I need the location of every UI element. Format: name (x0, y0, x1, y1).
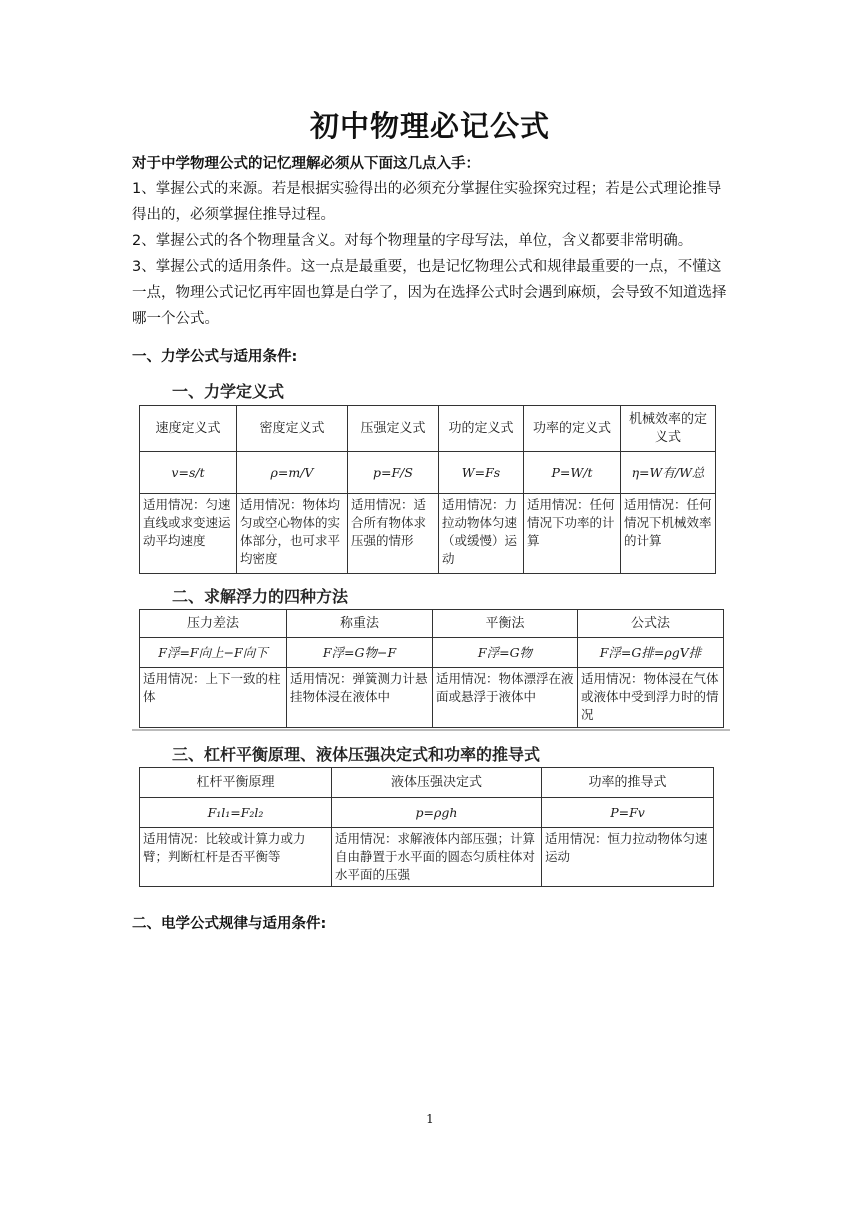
table2-header: 称重法 (287, 610, 433, 638)
table1-header: 压强定义式 (348, 406, 439, 452)
page-title: 初中物理必记公式 (309, 109, 550, 143)
table3-note: 适用情况：恒力拉动物体匀速运动 (542, 828, 714, 887)
table1-note: 适用情况：任何情况下机械效率的计算 (621, 494, 716, 574)
table2-note: 适用情况：物体浸在气体或液体中受到浮力时的情况 (578, 668, 724, 728)
table1-note: 适用情况：物体均匀或空心物体的实体部分，也可求平均密度 (237, 494, 348, 574)
buoyancy-method-table (139, 609, 724, 728)
table1-formula: η=W有/W总 (621, 452, 716, 494)
table3-header: 功率的推导式 (542, 768, 714, 798)
paragraph-1: 1、掌握公式的来源。若是根据实验得出的必须充分掌握住实验探究过程；若是公式理论推导得出的，必须掌握住推导过程。 (132, 181, 722, 223)
table2-formula: F浮=G物 (433, 638, 578, 668)
section-heading-electricity: 二、电学公式规律与适用条件: (132, 916, 327, 932)
mechanics-definition-table (139, 405, 716, 574)
table2-header: 压力差法 (140, 610, 287, 638)
table1-heading: 一、力学定义式 (172, 382, 285, 401)
table3-formula: p=ρgh (332, 798, 542, 828)
table2-formula: F浮=F向上−F向下 (140, 638, 287, 668)
table2-formula: F浮=G物−F (287, 638, 433, 668)
table1-formula: v=s/t (140, 452, 237, 494)
paragraph-2: 2、掌握公式的各个物理量含义。对每个物理量的字母写法，单位，含义都要非常明确。 (132, 233, 693, 249)
table2-note: 适用情况：弹簧测力计悬挂物体浸在液体中 (287, 668, 433, 728)
table1-header: 速度定义式 (140, 406, 237, 452)
table1-formula: ρ=m/V (237, 452, 348, 494)
table3-note: 适用情况：比较或计算力或力臂；判断杠杆是否平衡等 (140, 828, 332, 887)
table2-header: 平衡法 (433, 610, 578, 638)
table1-formula: p=F/S (348, 452, 439, 494)
page-number: 1 (426, 1112, 434, 1126)
table3-heading: 三、杠杆平衡原理、液体压强决定式和功率的推导式 (172, 745, 541, 764)
table2-formula: F浮=G排=ρgV排 (578, 638, 724, 668)
table2-note: 适用情况：物体漂浮在液面或悬浮于液体中 (433, 668, 578, 728)
table2-header: 公式法 (578, 610, 724, 638)
paragraph-3: 3、掌握公式的适用条件。这一点是最重要，也是记忆物理公式和规律最重要的一点，不懂这一点，物理公式记忆再牢固也算是白学了，因为在选择公式时会遇到麻烦，会导致不知道选择哪一个公式。 (132, 259, 727, 327)
table3-formula: P=Fv (542, 798, 714, 828)
table3-header: 液体压强决定式 (332, 768, 542, 798)
table1-note: 适用情况：任何情况下功率的计算 (524, 494, 621, 574)
table1-note: 适用情况：力拉动物体匀速（或缓慢）运动 (439, 494, 524, 574)
table1-header: 功的定义式 (439, 406, 524, 452)
table1-header: 机械效率的定义式 (621, 406, 716, 452)
table3-note: 适用情况：求解液体内部压强；计算自由静置于水平面的圆态匀质柱体对水平面的压强 (332, 828, 542, 887)
section-heading-mechanics: 一、力学公式与适用条件: (132, 349, 298, 365)
table1-header: 密度定义式 (237, 406, 348, 452)
table1-formula: W=Fs (439, 452, 524, 494)
table1-note: 适用情况：匀速直线或求变速运动平均速度 (140, 494, 237, 574)
table2-heading: 二、求解浮力的四种方法 (172, 587, 349, 606)
intro-heading: 对于中学物理公式的记忆理解必须从下面这几点入手： (132, 156, 480, 172)
table3-formula: F₁l₁=F₂l₂ (140, 798, 332, 828)
table2-note: 适用情况：上下一致的柱体 (140, 668, 287, 728)
table1-note: 适用情况：适合所有物体求压强的情形 (348, 494, 439, 574)
lever-pressure-power-table (139, 767, 714, 887)
scan-edge-line (132, 729, 730, 731)
table1-header: 功率的定义式 (524, 406, 621, 452)
table1-formula: P=W/t (524, 452, 621, 494)
table3-header: 杠杆平衡原理 (140, 768, 332, 798)
